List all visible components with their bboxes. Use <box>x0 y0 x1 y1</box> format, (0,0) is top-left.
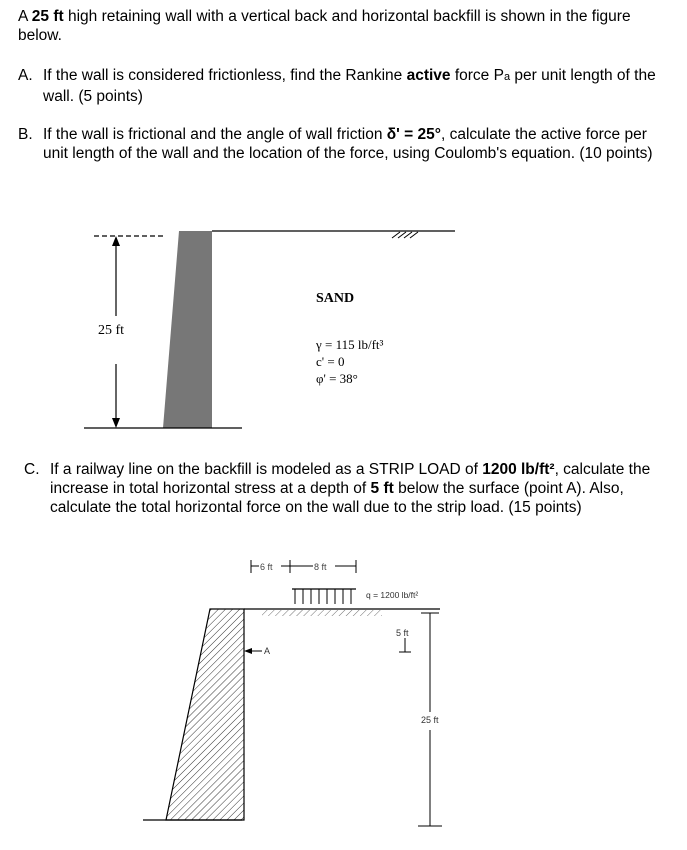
part-a-label: A. <box>18 67 33 84</box>
height-label-2: 25 ft <box>421 715 439 725</box>
part-b-text-1: If the wall is frictional and the angle of wall friction <box>43 126 387 143</box>
part-b-text-2: , calculate the active force per unit length of the wall and the location of the force, using Coulomb's equation. (10 points) <box>43 126 653 162</box>
height-label: 25 ft <box>98 323 125 338</box>
part-b-bold: δ' = 25° <box>386 126 441 143</box>
unit-weight-label: γ = 115 lb/ft³ <box>316 337 384 352</box>
cohesion-label: c' = 0 <box>316 354 345 369</box>
part-c-bold-depth: 5 ft <box>370 480 394 497</box>
part-c-text-1: If a railway line on the backfill is modeled as a STRIP LOAD of <box>50 461 483 478</box>
friction-angle-label: φ' = 38° <box>316 371 358 386</box>
part-a-subscript: a <box>503 71 511 83</box>
wall-hatched <box>166 609 244 820</box>
point-a-label: A <box>264 646 271 656</box>
depth-label: 5 ft <box>396 628 409 638</box>
intro-text-2: high retaining wall with a vertical back and horizontal backfill is shown in the figure below. <box>18 8 631 44</box>
ground-hatch <box>262 610 382 616</box>
part-a-bold: active <box>406 67 451 84</box>
part-a-text-2: force P <box>450 67 504 84</box>
point-a-arrowhead <box>244 648 252 654</box>
part-a-text-1: If the wall is considered frictionless, find the Rankine <box>43 67 407 84</box>
soil-label: SAND <box>316 291 355 306</box>
part-c-label: C. <box>24 461 40 478</box>
part-a-text-3: per unit length of the wall. (5 points) <box>43 67 656 105</box>
load-label: q = 1200 lb/ft² <box>366 590 419 600</box>
dim2-label: 8 ft <box>314 562 327 572</box>
intro-height-bold: 25 ft <box>31 8 64 25</box>
part-c-text-2: , calculate the increase in total horizontal stress at a depth of <box>50 461 651 497</box>
part-b-label: B. <box>18 126 33 143</box>
intro-text-1: A <box>18 8 32 25</box>
dim1-label: 6 ft <box>260 562 273 572</box>
part-c-bold-load: 1200 lb/ft² <box>482 461 555 478</box>
part-c-text-3: below the surface (point A). Also, calculate the total horizontal force on the wall due to the strip load. (15 points) <box>50 480 624 516</box>
strip-load-arrows <box>295 589 351 604</box>
